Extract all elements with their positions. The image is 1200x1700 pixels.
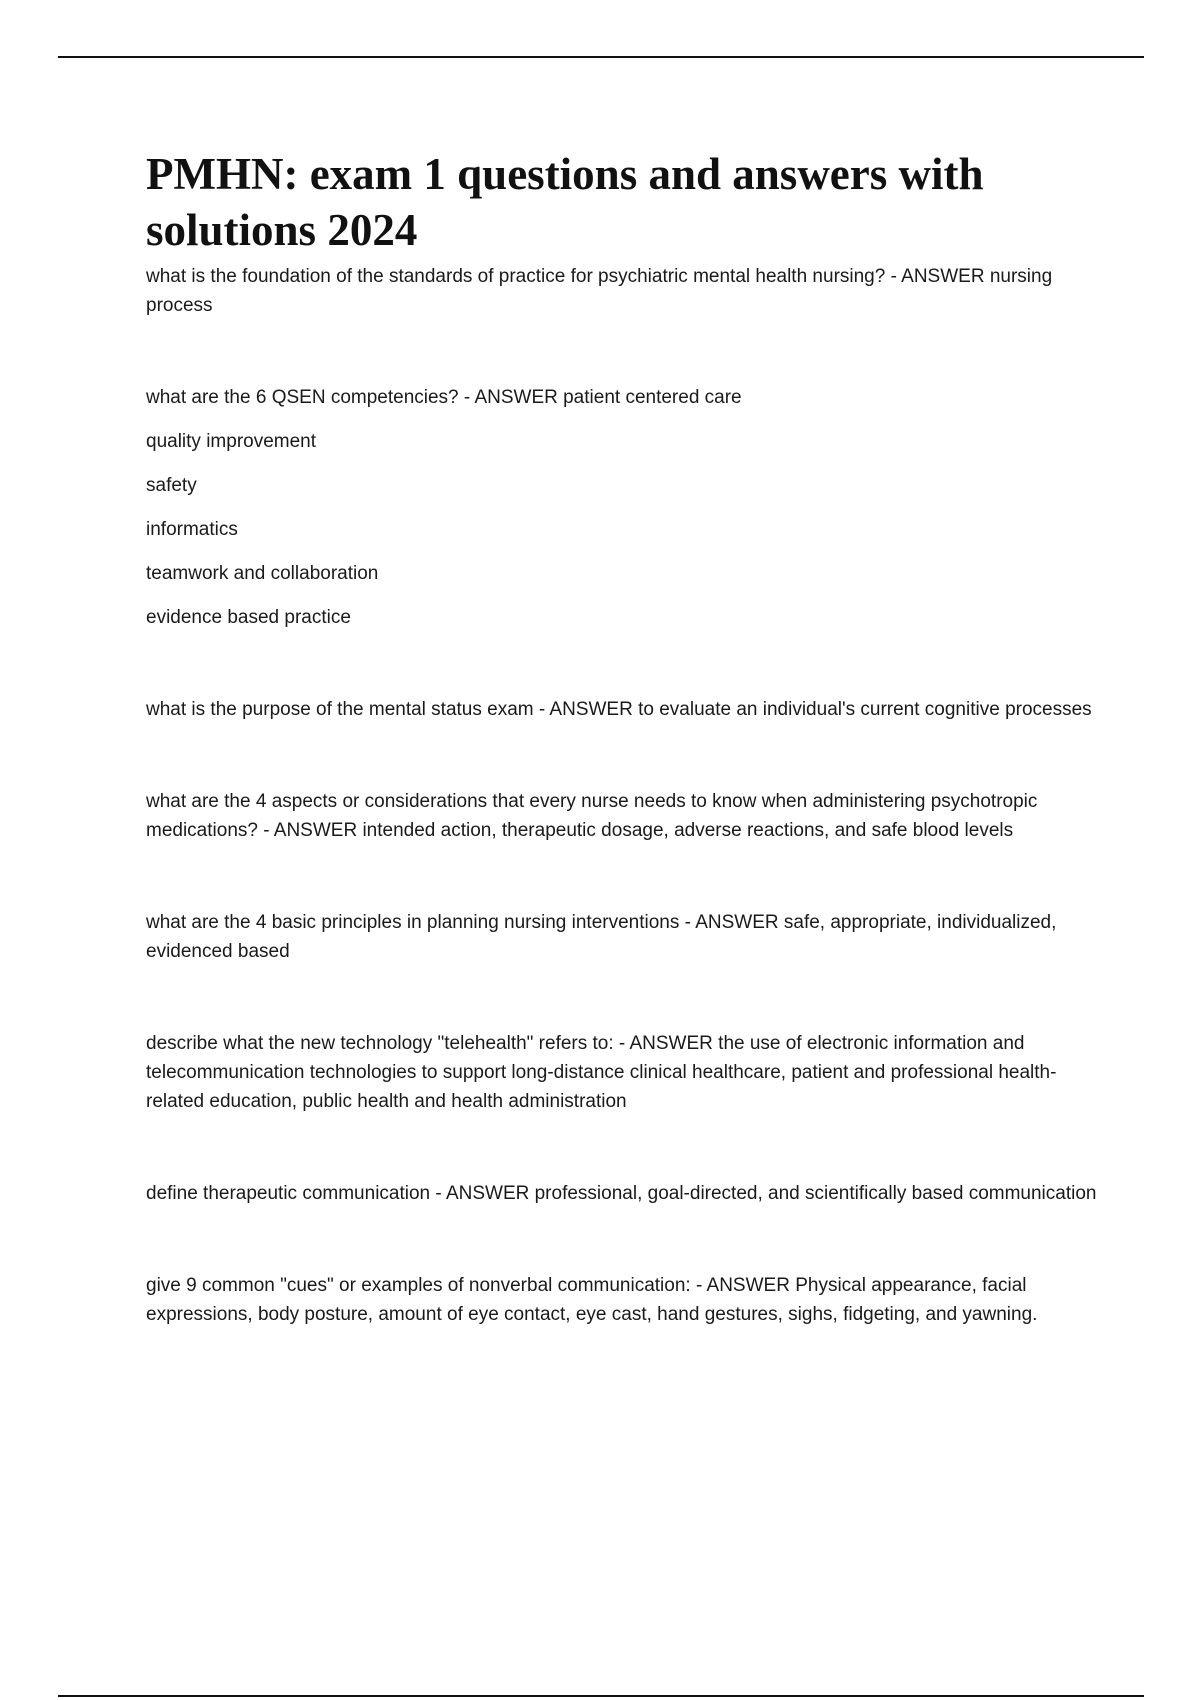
qa-entry-telehealth: describe what the new technology "telehealth" refers to: - ANSWER the use of electronic information and telecommunication technologies to support long-distance clinical healthcare, patient and professional health-related education, public health and health administration [146,1033,1057,1112]
qsen-item: quality improvement [146,431,317,452]
qa-entry-nonverbal: give 9 common "cues" or examples of nonverbal communication: - ANSWER Physical appearance, facial expressions, body posture, amount of eye contact, eye cast, hand gestures, sighs, fidgeting, and yawning. [146,1275,1038,1325]
qsen-item: teamwork and collaboration [146,563,379,584]
qsen-item: safety [146,475,197,496]
qa-entry-interventions: what are the 4 basic principles in planning nursing interventions - ANSWER safe, appropriate, individualized, evidenced based [146,912,1057,962]
qa-entry-qsen: what are the 6 QSEN competencies? - ANSWER patient centered care [146,387,742,408]
header-rule [58,56,1144,58]
qsen-item: evidence based practice [146,607,351,628]
qa-entry-foundation: what is the foundation of the standards of practice for psychiatric mental health nursing? - ANSWER nursing process [146,266,1053,316]
footer-rule [58,1695,1144,1697]
qsen-item: informatics [146,519,238,540]
qa-entry-psychotropic: what are the 4 aspects or considerations that every nurse needs to know when administering psychotropic medications? - ANSWER intended action, therapeutic dosage, adverse reactions, and safe blood levels [146,791,1038,841]
qa-entry-mental-status: what is the purpose of the mental status exam - ANSWER to evaluate an individual's current cognitive processes [146,699,1092,720]
qa-entry-therapeutic-communication: define therapeutic communication - ANSWER professional, goal-directed, and scientifically based communication [146,1183,1097,1204]
document-body [146,146,1106,1329]
document-title: PMHN: exam 1 questions and answers with solutions 2024 [146,149,984,255]
